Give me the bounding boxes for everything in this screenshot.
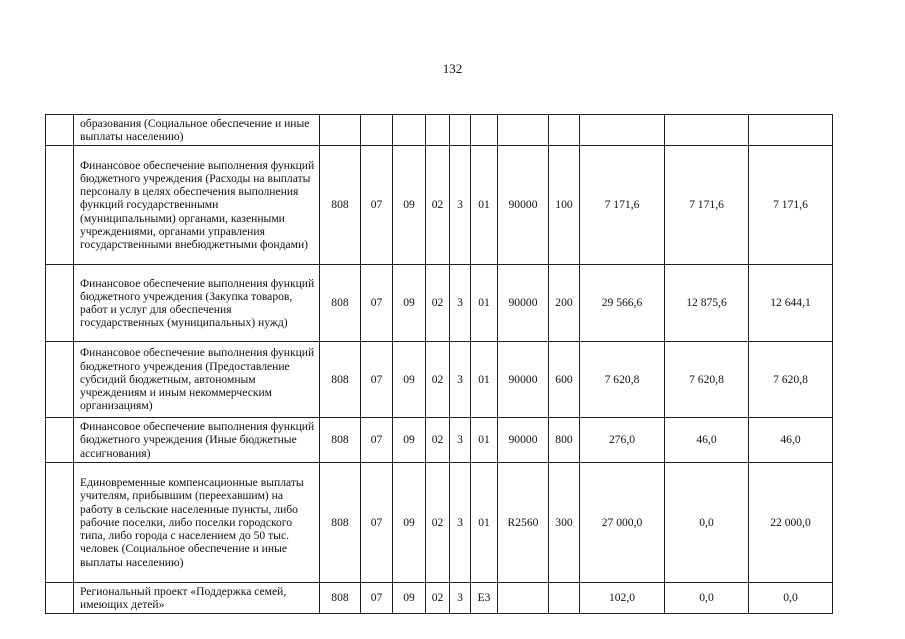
event-cell: 01 (471, 265, 498, 342)
subprogram-type-cell: 3 (450, 463, 471, 583)
direction-cell (498, 115, 549, 146)
program-cell (426, 115, 450, 146)
subsection-cell: 09 (393, 265, 426, 342)
description-cell: Финансовое обеспечение выполнения функций бюджетного учреждения (Закупка товаров, работ и услуг для обеспечения государственных (муниципальных) нужд) (74, 265, 320, 342)
ministry-code-cell: 808 (320, 583, 361, 614)
expense-type-cell: 100 (549, 146, 580, 265)
expense-type-cell: 200 (549, 265, 580, 342)
expense-type-cell: 800 (549, 418, 580, 463)
amount-year2-cell: 7 171,6 (665, 146, 749, 265)
section-cell: 07 (361, 265, 393, 342)
amount-year3-cell: 7 620,8 (749, 342, 833, 418)
amount-year2-cell (665, 115, 749, 146)
description-cell: Региональный проект «Поддержка семей, имеющих детей» (74, 583, 320, 614)
subsection-cell (393, 115, 426, 146)
amount-year2-cell: 12 875,6 (665, 265, 749, 342)
amount-year1-cell (580, 115, 665, 146)
subsection-cell: 09 (393, 418, 426, 463)
subsection-cell: 09 (393, 463, 426, 583)
subprogram-type-cell: 3 (450, 583, 471, 614)
expense-type-cell (549, 583, 580, 614)
subsection-cell: 09 (393, 146, 426, 265)
event-cell: 01 (471, 342, 498, 418)
amount-year1-cell: 27 000,0 (580, 463, 665, 583)
subsection-cell: 09 (393, 342, 426, 418)
amount-year3-cell: 46,0 (749, 418, 833, 463)
subprogram-type-cell: 3 (450, 342, 471, 418)
row-number-cell (46, 418, 74, 463)
amount-year1-cell: 7 171,6 (580, 146, 665, 265)
amount-year1-cell: 276,0 (580, 418, 665, 463)
table-row (46, 463, 833, 583)
amount-year2-cell: 46,0 (665, 418, 749, 463)
program-cell: 02 (426, 265, 450, 342)
description-cell: образования (Социальное обеспечение и иные выплаты населению) (74, 115, 320, 146)
subsection-cell: 09 (393, 583, 426, 614)
direction-cell: 90000 (498, 265, 549, 342)
expense-type-cell (549, 115, 580, 146)
section-cell: 07 (361, 146, 393, 265)
table-row (46, 342, 833, 418)
table-row (46, 418, 833, 463)
section-cell: 07 (361, 342, 393, 418)
amount-year3-cell: 12 644,1 (749, 265, 833, 342)
row-number-cell (46, 342, 74, 418)
program-cell: 02 (426, 342, 450, 418)
program-cell: 02 (426, 463, 450, 583)
amount-year1-cell: 102,0 (580, 583, 665, 614)
description-cell: Единовременные компенсационные выплаты учителям, прибывшим (переехавшим) на работу в сельские населенные пункты, либо рабочие поселки, либо поселки городского типа, либо города с населением до 50 тыс. человек (Социальное обеспечение и иные выплаты населению) (74, 463, 320, 583)
amount-year2-cell: 7 620,8 (665, 342, 749, 418)
subprogram-type-cell: 3 (450, 418, 471, 463)
amount-year3-cell (749, 115, 833, 146)
program-cell: 02 (426, 583, 450, 614)
amount-year2-cell: 0,0 (665, 463, 749, 583)
direction-cell: 90000 (498, 146, 549, 265)
section-cell (361, 115, 393, 146)
description-cell: Финансовое обеспечение выполнения функций бюджетного учреждения (Расходы на выплаты персоналу в целях обеспечения выполнения функций государственными (муниципальными) органами, казенными учреждениями, органами управления государственными внебюджетными фондами) (74, 146, 320, 265)
ministry-code-cell: 808 (320, 265, 361, 342)
budget-table-body (46, 115, 833, 614)
row-number-cell (46, 265, 74, 342)
section-cell: 07 (361, 463, 393, 583)
row-number-cell (46, 146, 74, 265)
table-row (46, 146, 833, 265)
row-number-cell (46, 115, 74, 146)
amount-year2-cell: 0,0 (665, 583, 749, 614)
direction-cell: 90000 (498, 342, 549, 418)
table-row (46, 265, 833, 342)
ministry-code-cell: 808 (320, 463, 361, 583)
expense-type-cell: 300 (549, 463, 580, 583)
event-cell: 01 (471, 146, 498, 265)
row-number-cell (46, 463, 74, 583)
ministry-code-cell (320, 115, 361, 146)
budget-table (45, 114, 833, 614)
table-row (46, 583, 833, 614)
ministry-code-cell: 808 (320, 146, 361, 265)
event-cell (471, 115, 498, 146)
direction-cell: 90000 (498, 418, 549, 463)
amount-year3-cell: 22 000,0 (749, 463, 833, 583)
subprogram-type-cell: 3 (450, 265, 471, 342)
table-row (46, 115, 833, 146)
direction-cell (498, 583, 549, 614)
event-cell: E3 (471, 583, 498, 614)
section-cell: 07 (361, 418, 393, 463)
event-cell: 01 (471, 463, 498, 583)
amount-year1-cell: 29 566,6 (580, 265, 665, 342)
event-cell: 01 (471, 418, 498, 463)
program-cell: 02 (426, 146, 450, 265)
amount-year1-cell: 7 620,8 (580, 342, 665, 418)
subprogram-type-cell (450, 115, 471, 146)
section-cell: 07 (361, 583, 393, 614)
direction-cell: R2560 (498, 463, 549, 583)
description-cell: Финансовое обеспечение выполнения функций бюджетного учреждения (Предоставление субсидий бюджетным, автономным учреждениям и иным некоммерческим организациям) (74, 342, 320, 418)
description-cell: Финансовое обеспечение выполнения функций бюджетного учреждения (Иные бюджетные ассигнования) (74, 418, 320, 463)
page-number: 132 (442, 61, 463, 76)
program-cell: 02 (426, 418, 450, 463)
row-number-cell (46, 583, 74, 614)
subprogram-type-cell: 3 (450, 146, 471, 265)
amount-year3-cell: 0,0 (749, 583, 833, 614)
ministry-code-cell: 808 (320, 418, 361, 463)
ministry-code-cell: 808 (320, 342, 361, 418)
expense-type-cell: 600 (549, 342, 580, 418)
amount-year3-cell: 7 171,6 (749, 146, 833, 265)
